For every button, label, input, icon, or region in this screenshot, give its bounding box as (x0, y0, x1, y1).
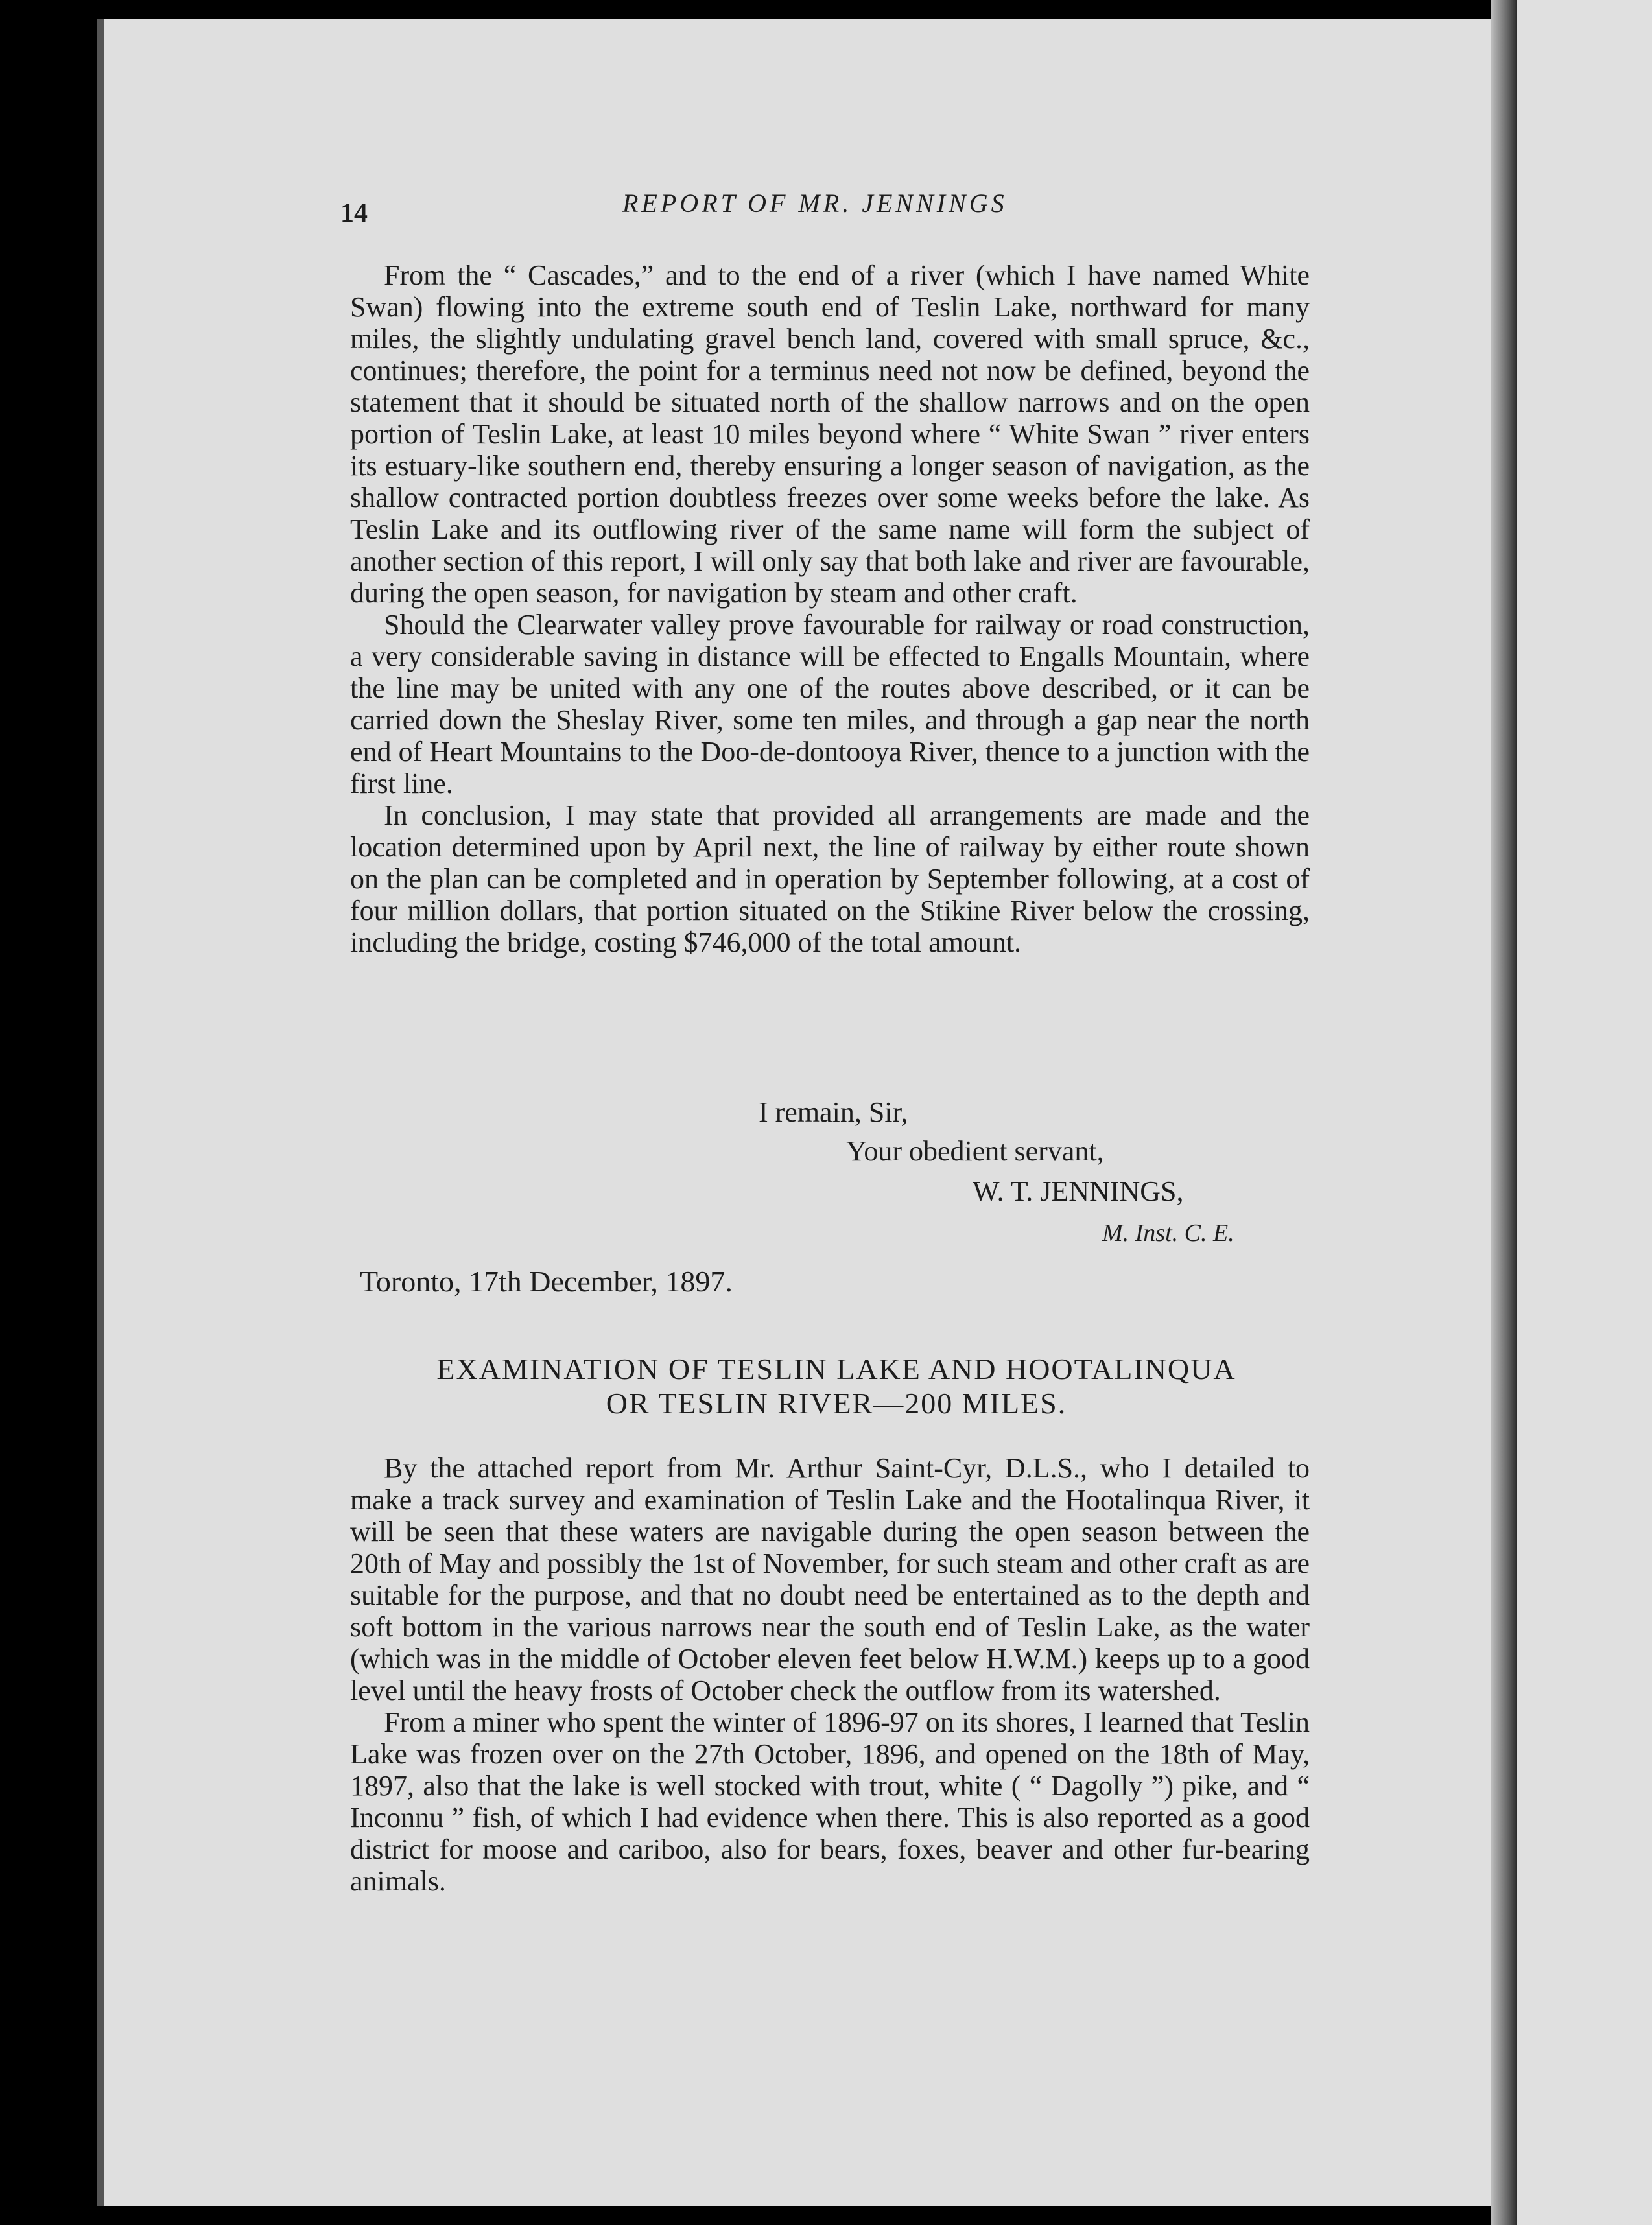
teslin-examination-section (350, 1452, 1310, 1897)
signature-name: W. T. JENNINGS, (973, 1175, 1184, 1207)
page-number: 14 (340, 198, 368, 228)
dateline: Toronto, 17th December, 1897. (360, 1265, 733, 1298)
closing-salutation: I remain, Sir, (759, 1096, 908, 1128)
section-heading-line1: EXAMINATION OF TESLIN LAKE AND HOOTALINQUA (436, 1352, 1236, 1385)
closing-servant: Your obedient servant, (846, 1135, 1104, 1167)
report-body-section (350, 259, 1310, 958)
signature-title: M. Inst. C. E. (1102, 1219, 1234, 1247)
facing-page-edge (1517, 0, 1652, 2225)
paragraph-miner-account: From a miner who spent the winter of 1896-97 on its shores, I learned that Teslin Lake was frozen over on the 27th October, 1896, and opened on the 18th of May, 1897, also that the lake is well stocked with trout, white ( “ Dagolly ”) pike, and “ Inconnu ” fish, of which I had evidence when there. This is also reported as a good district for moose and cariboo, also for bears, foxes, beaver and other fur-bearing animals. (350, 1706, 1310, 1897)
book-spine-shadow (1491, 0, 1517, 2225)
paragraph-clearwater: Should the Clearwater valley prove favourable for railway or road construction, a very considerable saving in distance will be effected to Engalls Mountain, where the line may be united with any one of the routes above described, or it can be carried down the Sheslay River, some ten miles, and through a gap near the north end of Heart Mountains to the Doo-de-dontooya River, thence to a junction with the first line. (350, 609, 1310, 799)
paragraph-cascades: From the “ Cascades,” and to the end of a river (which I have named White Swan) flowing into the extreme south end of Teslin Lake, northward for many miles, the slightly undulating gravel bench land, covered with small spruce, &c., continues; therefore, the point for a terminus need not now be defined, beyond the statement that it should be situated north of the shallow narrows and on the open portion of Teslin Lake, at least 10 miles beyond where “ White Swan ” river enters its estuary-like southern end, thereby ensuring a longer season of navigation, as the shallow contracted portion doubtless freezes over some weeks before the lake. As Teslin Lake and its outflowing river of the same name will form the subject of another section of this report, I will only say that both lake and river are favourable, during the open season, for navigation by steam and other craft. (350, 259, 1310, 609)
running-head: REPORT OF MR. JENNINGS (622, 189, 1008, 218)
paragraph-conclusion: In conclusion, I may state that provided all arrangements are made and the location determined upon by April next, the line of railway by either route shown on the plan can be completed and in operation by September following, at a cost of four million dollars, that portion situated on the Stikine River below the crossing, including the bridge, costing $746,000 of the total amount. (350, 799, 1310, 958)
section-heading-line2: OR TESLIN RIVER—200 MILES. (606, 1387, 1067, 1420)
paragraph-saint-cyr-report: By the attached report from Mr. Arthur Saint-Cyr, D.L.S., who I detailed to make a track survey and examination of Teslin Lake and the Hootalinqua River, it will be seen that these waters are navigable during the open season between the 20th of May and possibly the 1st of November, for such steam and other craft as are suitable for the purpose, and that no doubt need be entertained as to the depth and soft bottom in the various narrows near the south end of Teslin Lake, as the water (which was in the middle of October eleven feet below H.W.M.) keeps up to a good level until the heavy frosts of October check the outflow from its watershed. (350, 1452, 1310, 1706)
